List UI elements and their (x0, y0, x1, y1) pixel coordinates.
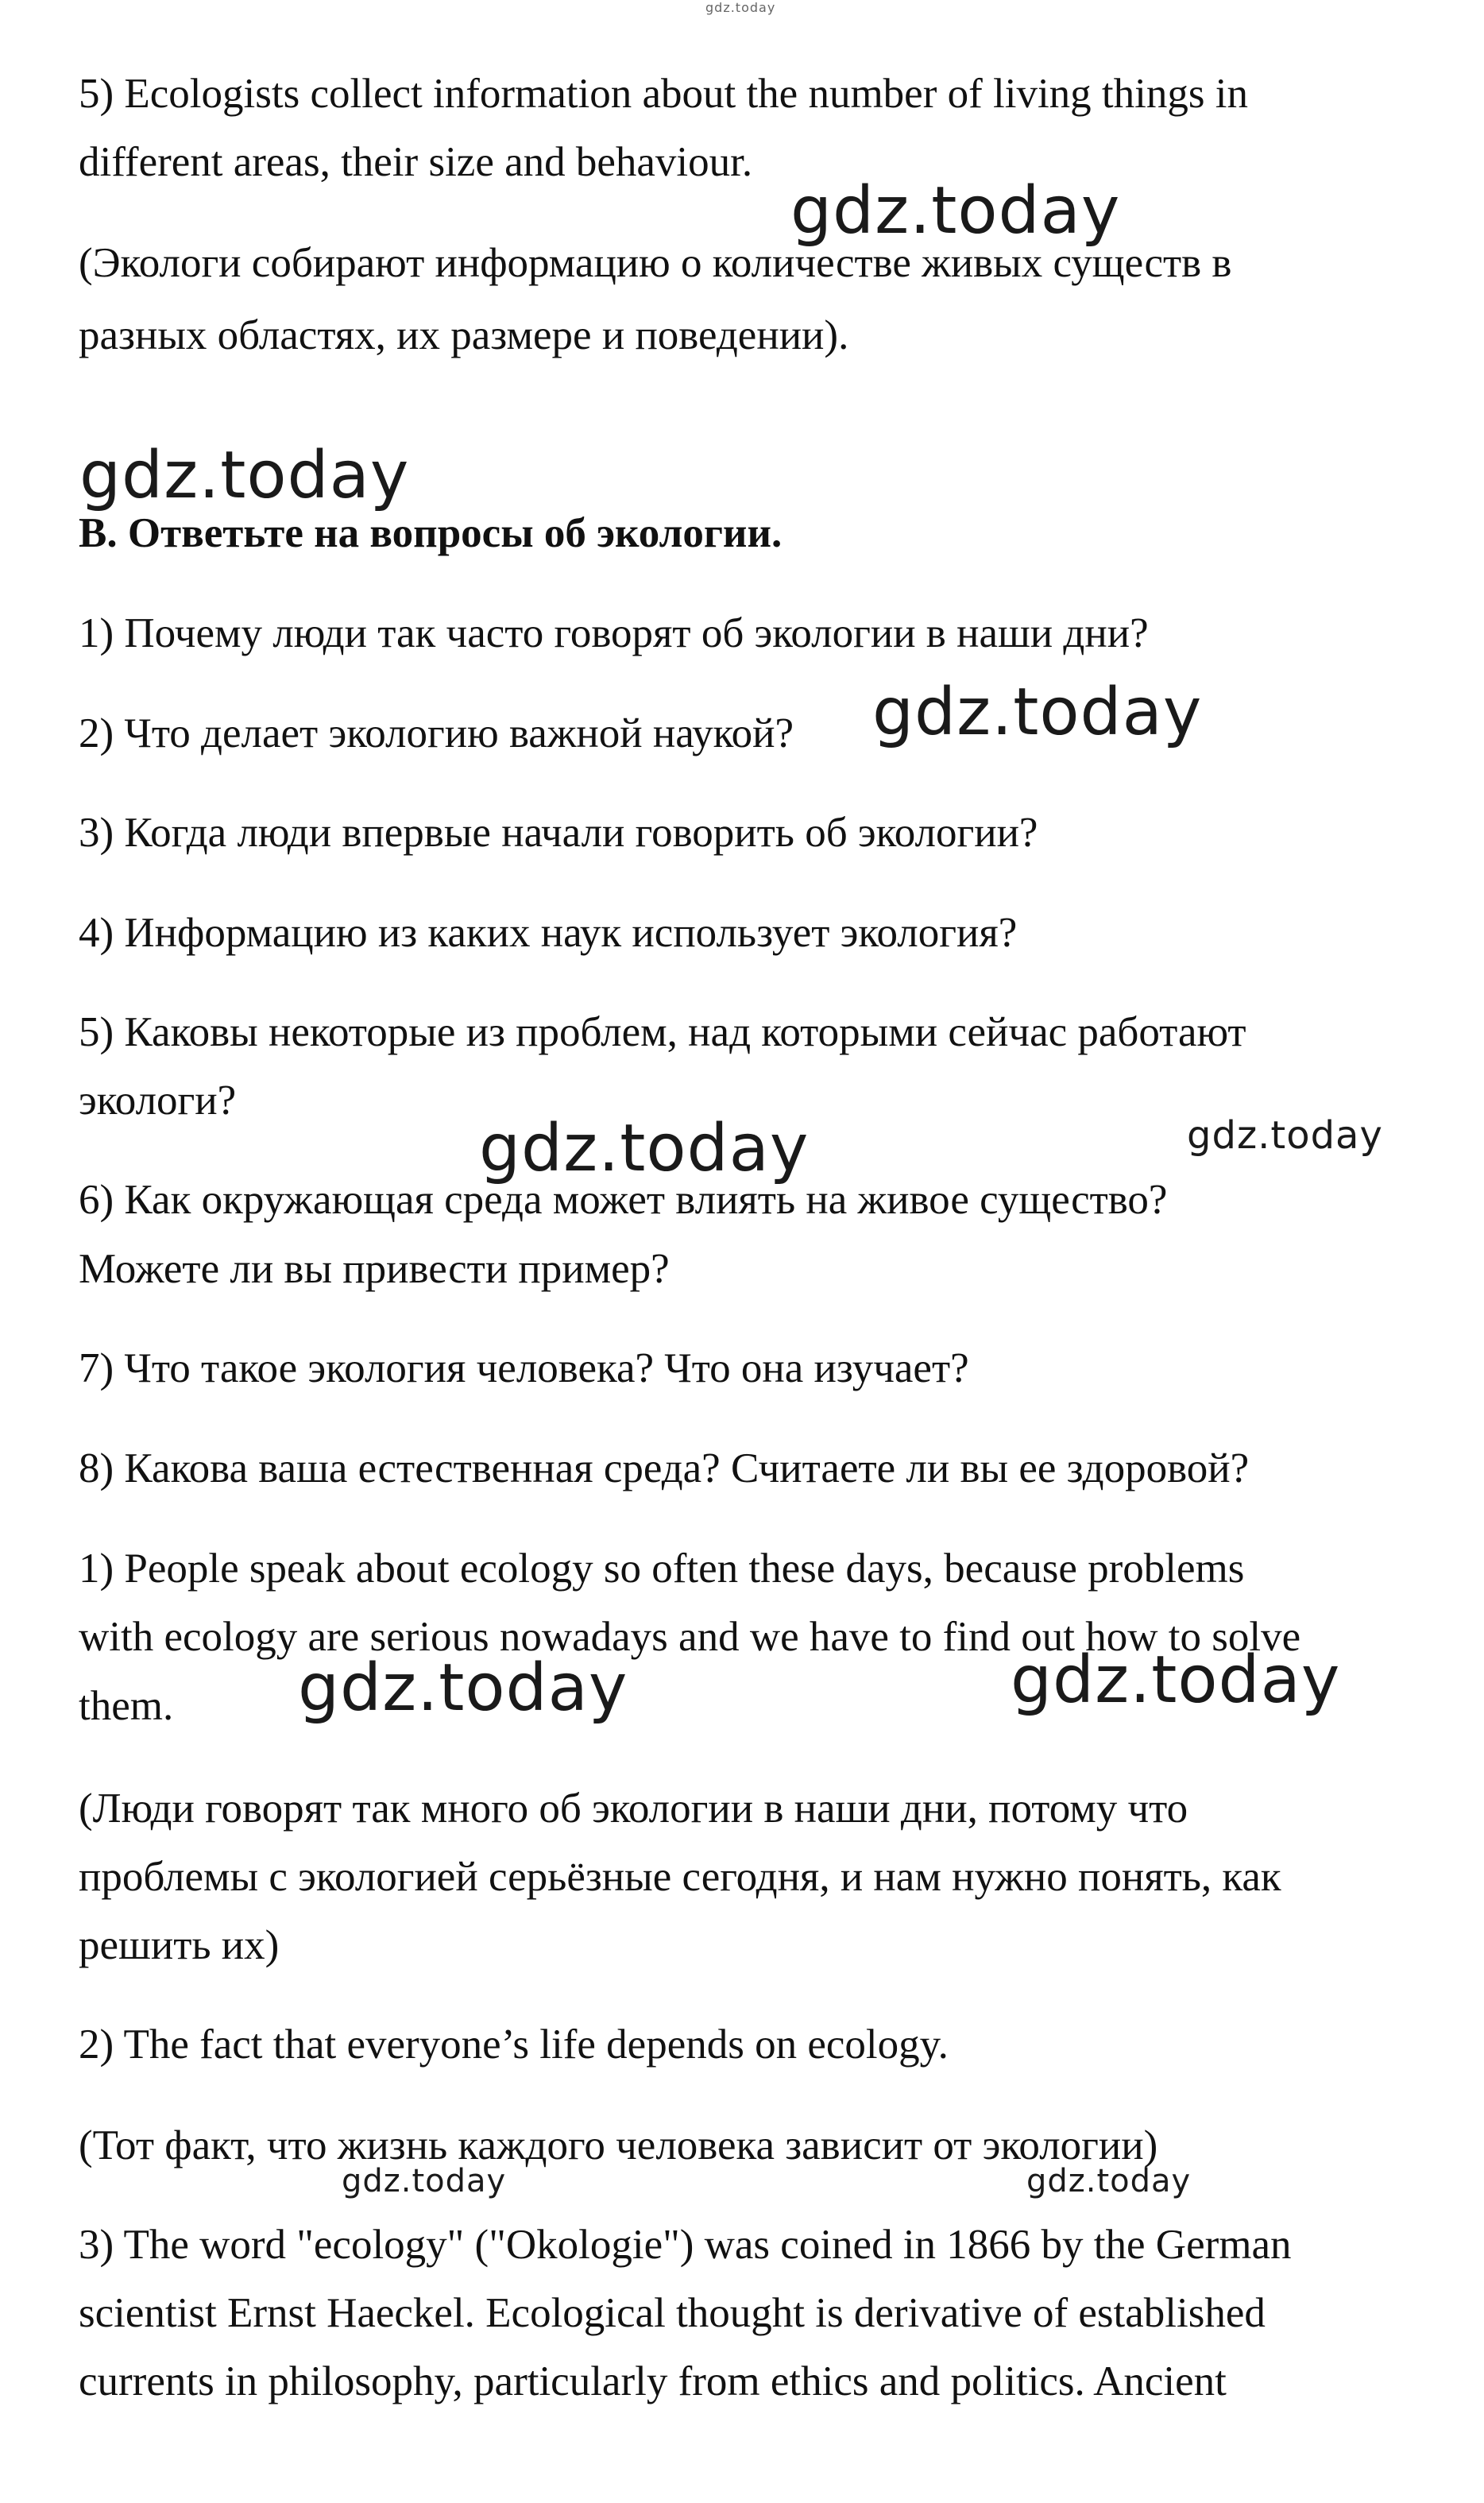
watermark: gdz.today (342, 2163, 507, 2199)
answer-2-russian: (Тот факт, что жизнь каждого человека зависит от экологии) (79, 2122, 1158, 2168)
watermark: gdz.today (479, 1111, 810, 1186)
answer-1-russian-line-2: проблемы с экологией серьёзные сегодня, и нам нужно понять, как (79, 1854, 1281, 1900)
answer-3-english-line-2: scientist Ernst Haeckel. Ecological thought is derivative of established (79, 2290, 1266, 2336)
watermark-top: gdz.today (705, 0, 776, 15)
question-3: 3) Когда люди впервые начали говорить об экологии? (79, 810, 1038, 856)
watermark: gdz.today (1026, 2163, 1192, 2199)
answer-5-english-line-1: 5) Ecologists collect information about the number of living things in (79, 71, 1248, 117)
watermark: gdz.today (1011, 1642, 1341, 1718)
answer-1-english-line-2: with ecology are serious nowadays and we have to find out how to solve (79, 1614, 1301, 1660)
section-b-heading: B. Ответьте на вопросы об экологии. (79, 510, 783, 556)
question-6-line-2: Можете ли вы привести пример? (79, 1246, 670, 1292)
question-2: 2) Что делает экологию важной наукой? (79, 710, 794, 756)
watermark: gdz.today (1187, 1113, 1383, 1158)
answer-3-english-line-3: currents in philosophy, particularly from ethics and politics. Ancient (79, 2358, 1227, 2404)
watermark: gdz.today (790, 173, 1121, 249)
answer-5-russian-line-1: (Экологи собирают информацию о количестве живых существ в (79, 240, 1232, 286)
answer-2-english: 2) The fact that everyone’s life depends on ecology. (79, 2021, 949, 2068)
watermark: gdz.today (298, 1650, 628, 1726)
question-5-line-2: экологи? (79, 1077, 237, 1124)
question-4: 4) Информацию из каких наук использует экология? (79, 910, 1018, 956)
answer-5-russian-line-2: разных областях, их размере и поведении). (79, 312, 849, 358)
question-1: 1) Почему люди так часто говорят об экологии в наши дни? (79, 610, 1149, 656)
answer-3-english-line-1: 3) The word "ecology" ("Okologie") was coined in 1866 by the German (79, 2222, 1292, 2268)
question-8: 8) Какова ваша естественная среда? Считаете ли вы ее здоровой? (79, 1445, 1250, 1491)
question-6-line-1: 6) Как окружающая среда может влиять на живое существо? (79, 1177, 1168, 1223)
question-7: 7) Что такое экология человека? Что она изучает? (79, 1345, 969, 1391)
answer-1-russian-line-1: (Люди говорят так много об экологии в наши дни, потому что (79, 1785, 1188, 1832)
answer-1-english-line-3: them. (79, 1683, 174, 1729)
answer-1-russian-line-3: решить их) (79, 1922, 280, 1968)
question-5-line-1: 5) Каковы некоторые из проблем, над которыми сейчас работают (79, 1009, 1246, 1055)
answer-5-english-line-2: different areas, their size and behaviour. (79, 139, 753, 185)
watermark: gdz.today (79, 438, 410, 513)
answer-1-english-line-1: 1) People speak about ecology so often these days, because problems (79, 1546, 1245, 1592)
watermark: gdz.today (872, 675, 1203, 750)
